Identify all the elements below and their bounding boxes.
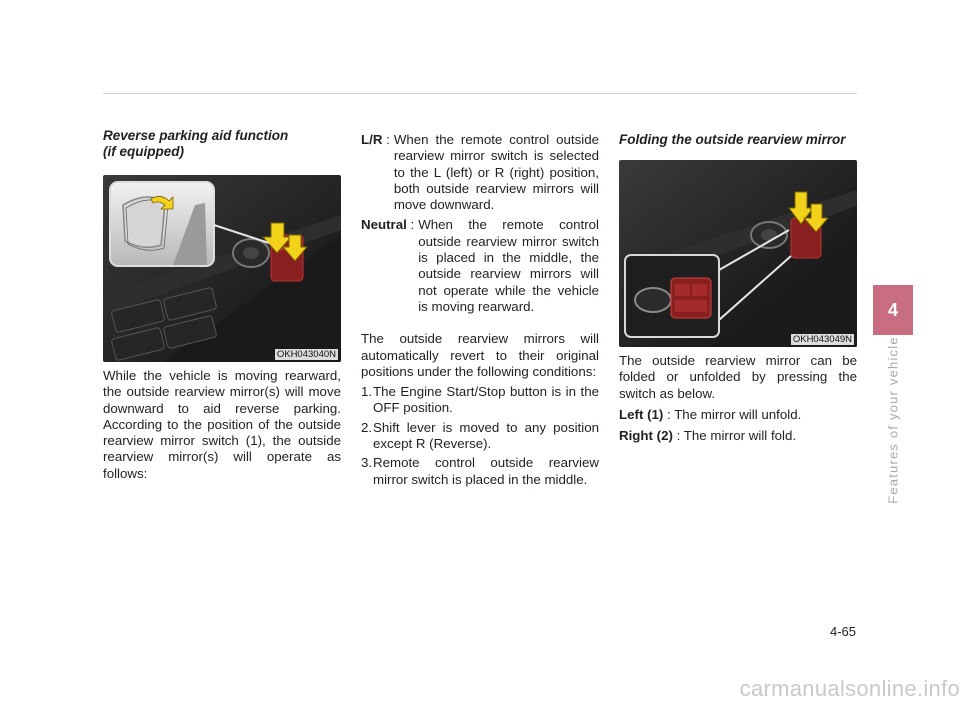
list-text: Remote control outside rearview mirror switch is placed in the middle. (373, 455, 599, 487)
definition-term: Neutral (361, 217, 407, 233)
option-colon: : (676, 428, 684, 444)
photo-mirror-fold-switch (619, 160, 857, 347)
mirror-switch-illustration (103, 175, 341, 362)
option-right (619, 428, 857, 444)
photo-mirror-switch-reverse (103, 175, 341, 362)
list-item (361, 420, 599, 453)
body-revert-conditions: The outside rearview mirrors will automatically revert to their original positions under the following conditions: (361, 331, 599, 379)
heading-line-1: Reverse parking aid function (103, 128, 289, 143)
chapter-tab: 4 (873, 285, 913, 335)
body-reverse-parking: While the vehicle is moving rearward, the outside rearview mirror(s) will move downward to aid reverse parking. According to the position of the outside rearview mirror switch (1), the outside rearview mirror(s) will operate as follows: (103, 368, 341, 481)
list-text: The Engine Start/Stop button is in the OFF position. (373, 384, 599, 416)
definition-colon: : (382, 132, 390, 147)
image-code: OKH043049N (792, 334, 852, 345)
page-number: 4-65 (829, 624, 856, 639)
definition-neutral (361, 217, 599, 315)
option-term: Left (1) (619, 406, 664, 422)
list-item (361, 384, 599, 417)
conditions-list (361, 384, 599, 488)
definition-text: When the remote control outside rearview mirror switch is selected to the L (left) or R (right) position, both outside rearview mirrors will move downward. (393, 132, 599, 213)
list-number: 2. (361, 419, 373, 435)
list-item (361, 455, 599, 488)
image-code: OKH043040N (276, 349, 336, 360)
column-folding-mirror (619, 132, 857, 444)
fold-switch-illustration (619, 160, 857, 347)
list-number: 1. (361, 384, 373, 400)
option-text: The mirror will fold. (683, 428, 797, 444)
watermark: carmanualsonline.info (739, 676, 960, 701)
definition-text: When the remote control outside rearview mirror switch is placed in the middle, the outside rearview mirrors will not operate while the vehicle is moving rearward. (418, 217, 599, 314)
column-reverse-parking (103, 128, 341, 482)
body-folding: The outside rearview mirror can be folded or unfolded by pressing the switch as below. (619, 353, 857, 401)
list-number: 3. (361, 455, 373, 471)
section-heading-reverse-parking (103, 128, 341, 160)
section-heading-folding: Folding the outside rearview mirror (619, 132, 846, 147)
column-conditions (361, 132, 599, 491)
top-rule (103, 93, 857, 94)
option-colon: : (667, 406, 675, 422)
option-left (619, 407, 857, 423)
option-term: Right (2) (619, 428, 673, 444)
chapter-title-vertical: Features of your vehicle (885, 336, 901, 504)
heading-line-2: (if equipped) (103, 144, 184, 159)
definition-lr (361, 132, 599, 213)
list-text: Shift lever is moved to any position except R (Reverse). (373, 419, 599, 452)
definition-colon: : (406, 217, 415, 233)
option-text: The mirror will unfold. (674, 406, 802, 422)
definition-term: L/R (361, 132, 383, 147)
